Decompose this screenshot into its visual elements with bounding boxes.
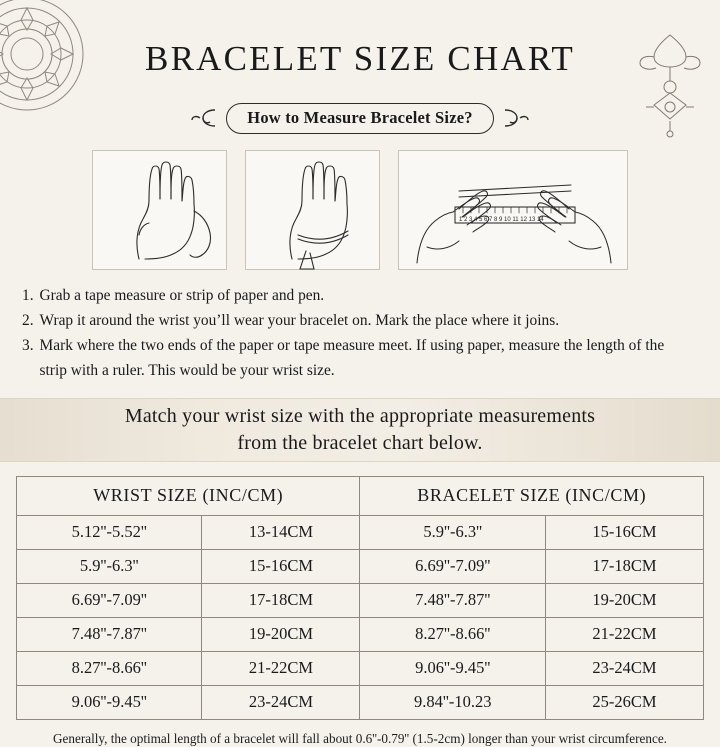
hands-measuring-strip-with-ruler-icon <box>399 151 629 271</box>
step-number: 1. <box>22 286 34 304</box>
subtitle-pill: How to Measure Bracelet Size? <box>226 103 493 134</box>
cell-bracelet-cm: 25-26CM <box>545 685 703 719</box>
cell-bracelet-cm: 21-22CM <box>545 617 703 651</box>
match-size-banner <box>0 398 720 462</box>
cell-wrist-cm: 15-16CM <box>202 549 360 583</box>
illustration-hand-with-tape-measure <box>92 150 227 270</box>
cell-bracelet-cm: 17-18CM <box>545 549 703 583</box>
cell-bracelet-cm: 15-16CM <box>545 515 703 549</box>
hand-with-tape-measure-icon <box>93 151 228 271</box>
cell-bracelet-inch: 7.48''-7.87'' <box>360 583 545 617</box>
cell-wrist-inch: 9.06''-9.45'' <box>17 685 202 719</box>
cell-bracelet-inch: 8.27''-8.66'' <box>360 617 545 651</box>
table-header-wrist: WRIST SIZE (INC/CM) <box>17 476 360 515</box>
flourish-left-icon <box>191 107 217 129</box>
step-text: Grab a tape measure or strip of paper and pen. <box>39 286 325 304</box>
step-item <box>22 284 694 309</box>
cell-wrist-cm: 19-20CM <box>202 617 360 651</box>
step-text: Wrap it around the wrist you’ll wear your bracelet on. Mark the place where it joins. <box>39 311 560 329</box>
bracelet-size-chart-page <box>0 23 720 746</box>
table-header-bracelet: BRACELET SIZE (INC/CM) <box>360 476 704 515</box>
cell-wrist-inch: 5.12''-5.52'' <box>17 515 202 549</box>
cell-wrist-cm: 23-24CM <box>202 685 360 719</box>
subtitle-row <box>0 103 720 134</box>
illustration-panels <box>0 150 720 270</box>
size-chart-table <box>16 476 704 720</box>
table-row <box>17 549 704 583</box>
cell-bracelet-inch: 6.69''-7.09'' <box>360 549 545 583</box>
cell-bracelet-inch: 9.06''-9.45'' <box>360 651 545 685</box>
step-text: Mark where the two ends of the paper or tape measure meet. If using paper, measure the length of the strip with a ruler. This would be your wrist size. <box>39 336 665 379</box>
banner-line-2: from the bracelet chart below. <box>237 431 483 454</box>
table-row <box>17 617 704 651</box>
svg-text:1 2 3 4 5 6 7 8 9 10 11 12 13: 1 2 3 4 5 6 7 8 9 10 11 12 13 14 <box>459 216 544 223</box>
illustration-hands-measuring-with-ruler <box>398 150 628 270</box>
cell-wrist-inch: 6.69''-7.09'' <box>17 583 202 617</box>
flourish-right-icon <box>503 107 529 129</box>
cell-bracelet-cm: 23-24CM <box>545 651 703 685</box>
table-header-row <box>17 476 704 515</box>
step-item <box>22 334 694 384</box>
footnote-text: Generally, the optimal length of a bracelet will fall about 0.6''-0.79'' (1.5-2cm) longer than your wrist circumference. <box>53 730 667 746</box>
cell-wrist-cm: 17-18CM <box>202 583 360 617</box>
banner-line-1: Match your wrist size with the appropriate measurements <box>124 405 596 428</box>
cell-bracelet-inch: 9.84''-10.23 <box>360 685 545 719</box>
table-row <box>17 583 704 617</box>
table-row <box>17 685 704 719</box>
cell-wrist-inch: 5.9''-6.3'' <box>17 549 202 583</box>
cell-bracelet-inch: 5.9''-6.3'' <box>360 515 545 549</box>
table-row <box>17 515 704 549</box>
cell-wrist-inch: 8.27''-8.66'' <box>17 651 202 685</box>
table-row <box>17 651 704 685</box>
step-number: 2. <box>22 311 34 329</box>
hand-with-paper-strip-icon <box>246 151 381 271</box>
cell-wrist-inch: 7.48''-7.87'' <box>17 617 202 651</box>
cell-bracelet-cm: 19-20CM <box>545 583 703 617</box>
page-title: BRACELET SIZE CHART <box>145 39 575 79</box>
illustration-hand-with-paper-strip <box>245 150 380 270</box>
step-number: 3. <box>22 336 34 354</box>
cell-wrist-cm: 13-14CM <box>202 515 360 549</box>
cell-wrist-cm: 21-22CM <box>202 651 360 685</box>
instruction-steps <box>22 284 694 384</box>
step-item <box>22 309 694 334</box>
